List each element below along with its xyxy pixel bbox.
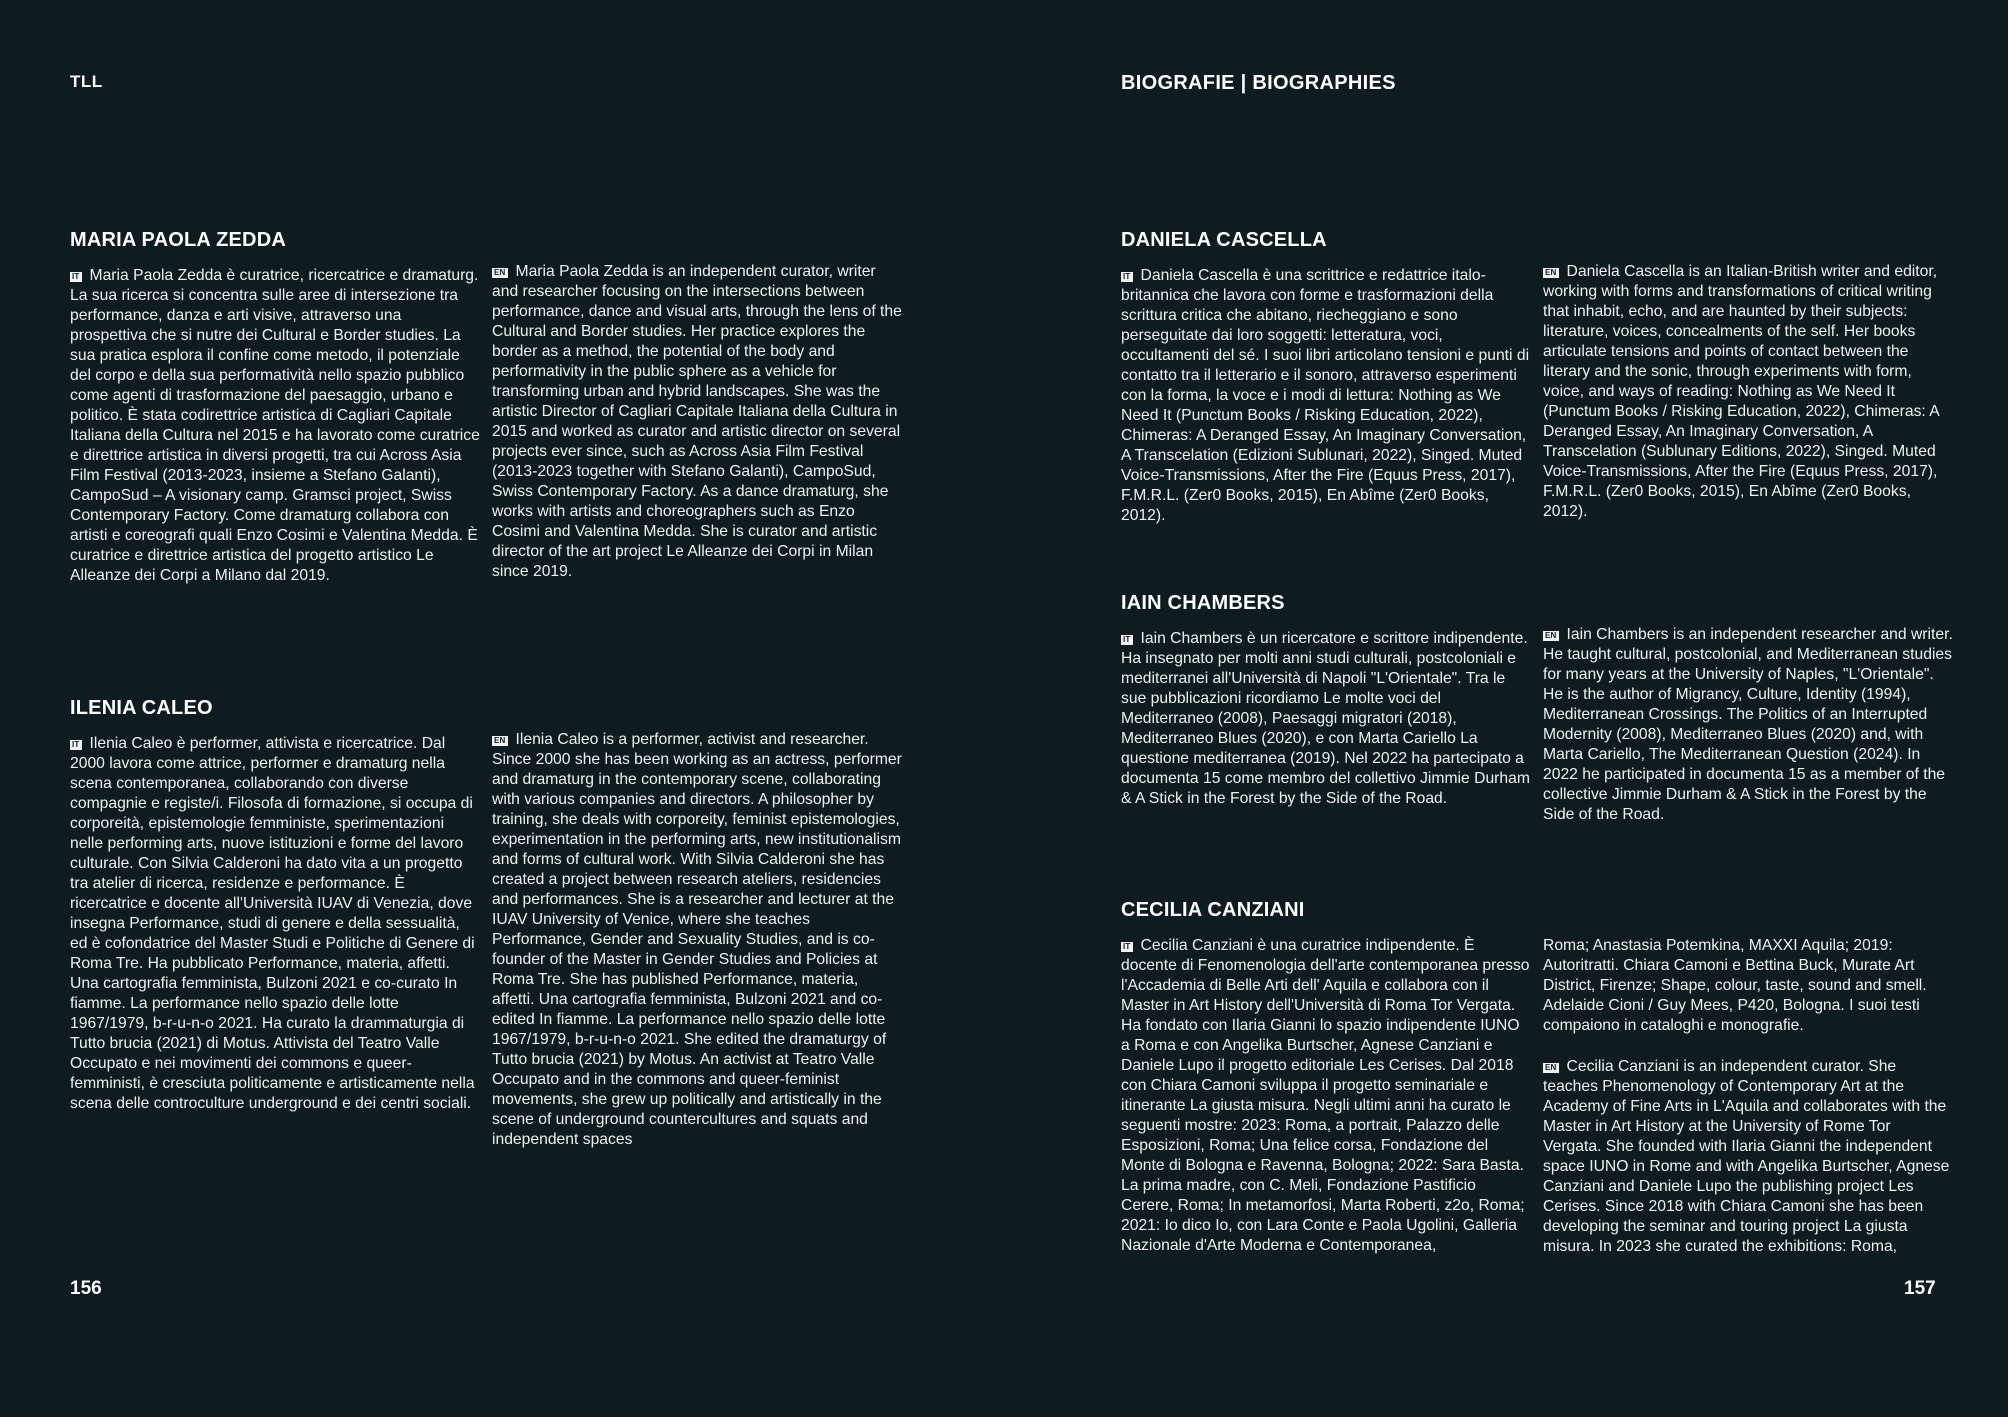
bio-canziani-it	[1121, 936, 1531, 1256]
lang-tag-it: IT	[72, 740, 80, 749]
running-head-left: TLL	[70, 72, 103, 91]
bio-canziani-en-text: Cecilia Canziani is an independent curator. She teaches Phenomenology of Contemporary Art at the Academy of Fine Arts in L'Aquila and collaborates with the Master in Art History at the University of Rome Tor Vergata. She founded with Ilaria Gianni the independent space IUNO in Rome and with Angelika Burtscher, Agnese Canziani and Daniele Lupo the publishing project Les Cerises. Since 2018 with Chiara Camoni she has been developing the seminar and touring project La giusta misura. In 2023 she curated the exhibitions: Roma,	[1543, 1058, 1950, 1255]
lang-tag-it: IT	[72, 272, 80, 281]
lang-tag-it: IT	[1123, 272, 1131, 281]
bio-name-cascella: DANIELA CASCELLA	[1121, 229, 1327, 251]
lang-tag-en: EN	[1545, 268, 1557, 277]
bio-name-zedda: MARIA PAOLA ZEDDA	[70, 229, 286, 251]
bio-cascella-it	[1121, 266, 1531, 526]
lang-tag-it: IT	[1123, 635, 1131, 644]
page-number-right: 157	[1904, 1278, 1936, 1299]
bio-zedda-it-text: Maria Paola Zedda è curatrice, ricercatrice e dramaturg. La sua ricerca si concentra sulle aree di intersezione tra performance, danza e arti visive, attraverso una prospettiva che si nutre dei Cultural e Border studies. La sua pratica esplora il confine come metodo, il potenziale del corpo e della sua performatività nello spazio pubblico come agenti di trasformazione del paesaggio, urbano e politico. È stata codirettrice artistica di Cagliari Capitale Italiana della Cultura nel 2015 e ha lavorato come curatrice e direttrice artistica in diversi progetti, tra cui Across Asia Film Festival (2013-2023, insieme a Stefano Galanti), CampoSud – A visionary camp. Gramsci project, Swiss Contemporary Factory. Come dramaturg collabora con artisti e coreografi quali Enzo Cosimi e Valentina Medda. È curatrice e direttrice artistica del progetto artistico Le Alleanze dei Corpi a Milano dal 2019.	[70, 267, 480, 584]
bio-cascella-it-text: Daniela Cascella è una scrittrice e redattrice italo-britannica che lavora con forme e trasformazioni della scrittura critica che abitano, riecheggiano e sono perseguitate dai loro soggetti: letteratura, voci, occultamenti del sé. I suoi libri articolano tensioni e punti di contatto tra il letterario e il sonoro, attraverso esperimenti con la forma, la voce e i modi di lettura: Nothing as We Need It (Punctum Books / Risking Education, 2022), Chimeras: A Deranged Essay, An Imaginary Conversation, A Transcelation (Edizioni Sublunari, 2022), Singed. Muted Voice-Transmissions, After the Fire (Equus Press, 2017), F.M.R.L. (Zer0 Books, 2015), En Abîme (Zer0 Books, 2012).	[1121, 267, 1530, 524]
lang-tag-en: EN	[1545, 1063, 1557, 1072]
bio-caleo-en	[492, 730, 902, 1150]
bio-zedda-en	[492, 262, 902, 582]
bio-chambers-en	[1543, 625, 1953, 825]
bio-caleo-it	[70, 734, 480, 1114]
bio-canziani-it-cont-text: Roma; Anastasia Potemkina, MAXXI Aquila; 2019: Autoritratti. Chiara Camoni e Bettina Buck, Murate Art District, Firenze; Shape, colour, taste, sound and smell. Adelaide Cioni / Guy Mees, P420, Bologna. I suoi testi compaiono in cataloghi e monografie.	[1543, 937, 1927, 1034]
bio-chambers-it	[1121, 629, 1531, 809]
bio-name-chambers: IAIN CHAMBERS	[1121, 592, 1285, 614]
bio-name-caleo: ILENIA CALEO	[70, 697, 213, 719]
bio-name-canziani: CECILIA CANZIANI	[1121, 899, 1305, 921]
bio-chambers-en-text: Iain Chambers is an independent researcher and writer. He taught cultural, postcolonial, and Mediterranean studies for many years at the University of Naples, "L'Orientale". He is the author of Migrancy, Culture, Identity (1994), Mediterranean Crossings. The Politics of an Interrupted Modernity (2008), Mediterraneo Blues (2020) and, with Marta Cariello, The Mediterranean Question (2024). In 2022 he participated in documenta 15 as a member of the collective Jimmie Durham & A Stick in the Forest by the Side of the Road.	[1543, 626, 1953, 823]
bio-canziani-it-text: Cecilia Canziani è una curatrice indipendente. È docente di Fenomenologia dell'arte contemporanea presso l'Accademia di Belle Arti dell' Aquila e collabora con il Master in Art History dell'Università di Roma Tor Vergata. Ha fondato con Ilaria Gianni lo spazio indipendente IUNO a Roma e con Angelika Burtscher, Agnese Canziani e Daniele Lupo il progetto editoriale Les Cerises. Dal 2018 con Chiara Camoni sviluppa il progetto seminariale e itinerante La giusta misura. Negli ultimi anni ha curato le seguenti mostre: 2023: Roma, a portrait, Palazzo delle Esposizioni, Roma; Una felice corsa, Fondazione del Monte di Bologna e Ravenna, Bologna; 2022: Sara Basta. La prima madre, con C. Meli, Fondazione Pastificio Cerere, Roma; In metamorfosi, Marta Roberti, z2o, Roma; 2021: Io dico Io, con Lara Conte e Paola Ugolini, Galleria Nazionale d'Arte Moderna e Contemporanea,	[1121, 937, 1530, 1254]
lang-tag-en: EN	[1545, 631, 1557, 640]
bio-caleo-en-text: Ilenia Caleo is a performer, activist and researcher. Since 2000 she has been working as an actress, performer and dramaturg in the contemporary scene, collaborating with various companies and directors. A philosopher by training, she deals with corporeity, feminist epistemologies, experimentation in the performing arts, new institutionalism and forms of cultural work. With Silvia Calderoni she has created a project between research ateliers, residencies and performances. She is a researcher and lecturer at the IUAV University of Venice, where she teaches Performance, Gender and Sexuality Studies, and is co-founder of the Master in Gender Studies and Policies at Roma Tre. She has published Performance, materia, affetti. Una cartografia femminista, Bulzoni 2021 and co-edited In fiamme. La performance nello spazio delle lotte 1967/1979, b-r-u-n-o 2021. She edited the dramaturgy of Tutto brucia (2021) by Motus. An activist at Teatro Valle Occupato and in the commons and queer-feminist movements, she grew up politically and artistically in the scene of underground countercultures and squats and independent spaces	[492, 731, 902, 1148]
lang-tag-it: IT	[1123, 942, 1131, 951]
bio-canziani-en	[1543, 1057, 1953, 1257]
bio-zedda-it	[70, 266, 480, 586]
running-head-right: BIOGRAFIE | BIOGRAPHIES	[1121, 72, 1396, 94]
bio-caleo-it-text: Ilenia Caleo è performer, attivista e ricercatrice. Dal 2000 lavora come attrice, performer e dramaturg nella scena contemporanea, collaborando con diverse compagnie e registe/i. Filosofa di formazione, si occupa di corporeità, epistemologie femministe, sperimentazioni nelle performing arts, nuove istituzioni e forme del lavoro culturale. Con Silvia Calderoni ha dato vita a un progetto tra atelier di ricerca, residenze e performance. È ricercatrice e docente all'Università IUAV di Venezia, dove insegna Performance, studi di genere e della sessualità, ed è cofondatrice del Master Studi e Politiche di Genere di Roma Tre. Ha pubblicato Performance, materia, affetti. Una cartografia femminista, Bulzoni 2021 e co-curato In fiamme. La performance nello spazio delle lotte 1967/1979, b-r-u-n-o 2021. Ha curato la drammaturgia di Tutto brucia (2021) di Motus. Attivista del Teatro Valle Occupato e nei movimenti dei commons e queer-femministi, è cresciuta politicamente e artisticamente nella scena delle controculture underground e dei centri sociali.	[70, 735, 475, 1112]
bio-chambers-it-text: Iain Chambers è un ricercatore e scrittore indipendente. Ha insegnato per molti anni studi culturali, postcoloniali e mediterranei all'Università di Napoli "L'Orientale". Tra le sue pubblicazioni ricordiamo Le molte voci del Mediterraneo (2008), Paesaggi migratori (2018), Mediterraneo Blues (2020), e con Marta Cariello La questione mediterranea (2019). Nel 2022 ha partecipato a documenta 15 come membro del collettivo Jimmie Durham & A Stick in the Forest by the Side of the Road.	[1121, 630, 1530, 807]
lang-tag-en: EN	[494, 736, 506, 745]
bio-zedda-en-text: Maria Paola Zedda is an independent curator, writer and researcher focusing on the intersections between performance, dance and visual arts, through the lens of the Cultural and Border studies. Her practice explores the border as a method, the potential of the body and performativity in the public sphere as a vehicle for transforming urban and hybrid landscapes. She was the artistic Director of Cagliari Capitale Italiana della Cultura in 2015 and worked as curator and artistic director on several projects ever since, such as Across Asia Film Festival (2013-2023 together with Stefano Galanti), CampoSud, Swiss Contemporary Factory. As a dance dramaturg, she works with artists and choreographers such as Enzo Cosimi and Valentina Medda. She is curator and artistic director of the art project Le Alleanze dei Corpi in Milan since 2019.	[492, 263, 902, 580]
lang-tag-en: EN	[494, 268, 506, 277]
bio-cascella-en	[1543, 262, 1953, 522]
page-number-left: 156	[70, 1278, 102, 1299]
bio-cascella-en-text: Daniela Cascella is an Italian-British writer and editor, working with forms and transformations of critical writing that inhabit, echo, and are haunted by their subjects: literature, voices, concealments of the self. Her books articulate tensions and points of contact between the literary and the sonic, through experiments with form, voice, and ways of reading: Nothing as We Need It (Punctum Books / Risking Education, 2022), Chimeras: A Deranged Essay, An Imaginary Conversation, A Transcelation (Sublunary Editions, 2022), Singed. Muted Voice-Transmissions, After the Fire (Equus Press, 2017), F.M.R.L. (Zer0 Books, 2015), En Abîme (Zer0 Books, 2012).	[1543, 263, 1939, 520]
bio-canziani-it-continued	[1543, 936, 1953, 1036]
